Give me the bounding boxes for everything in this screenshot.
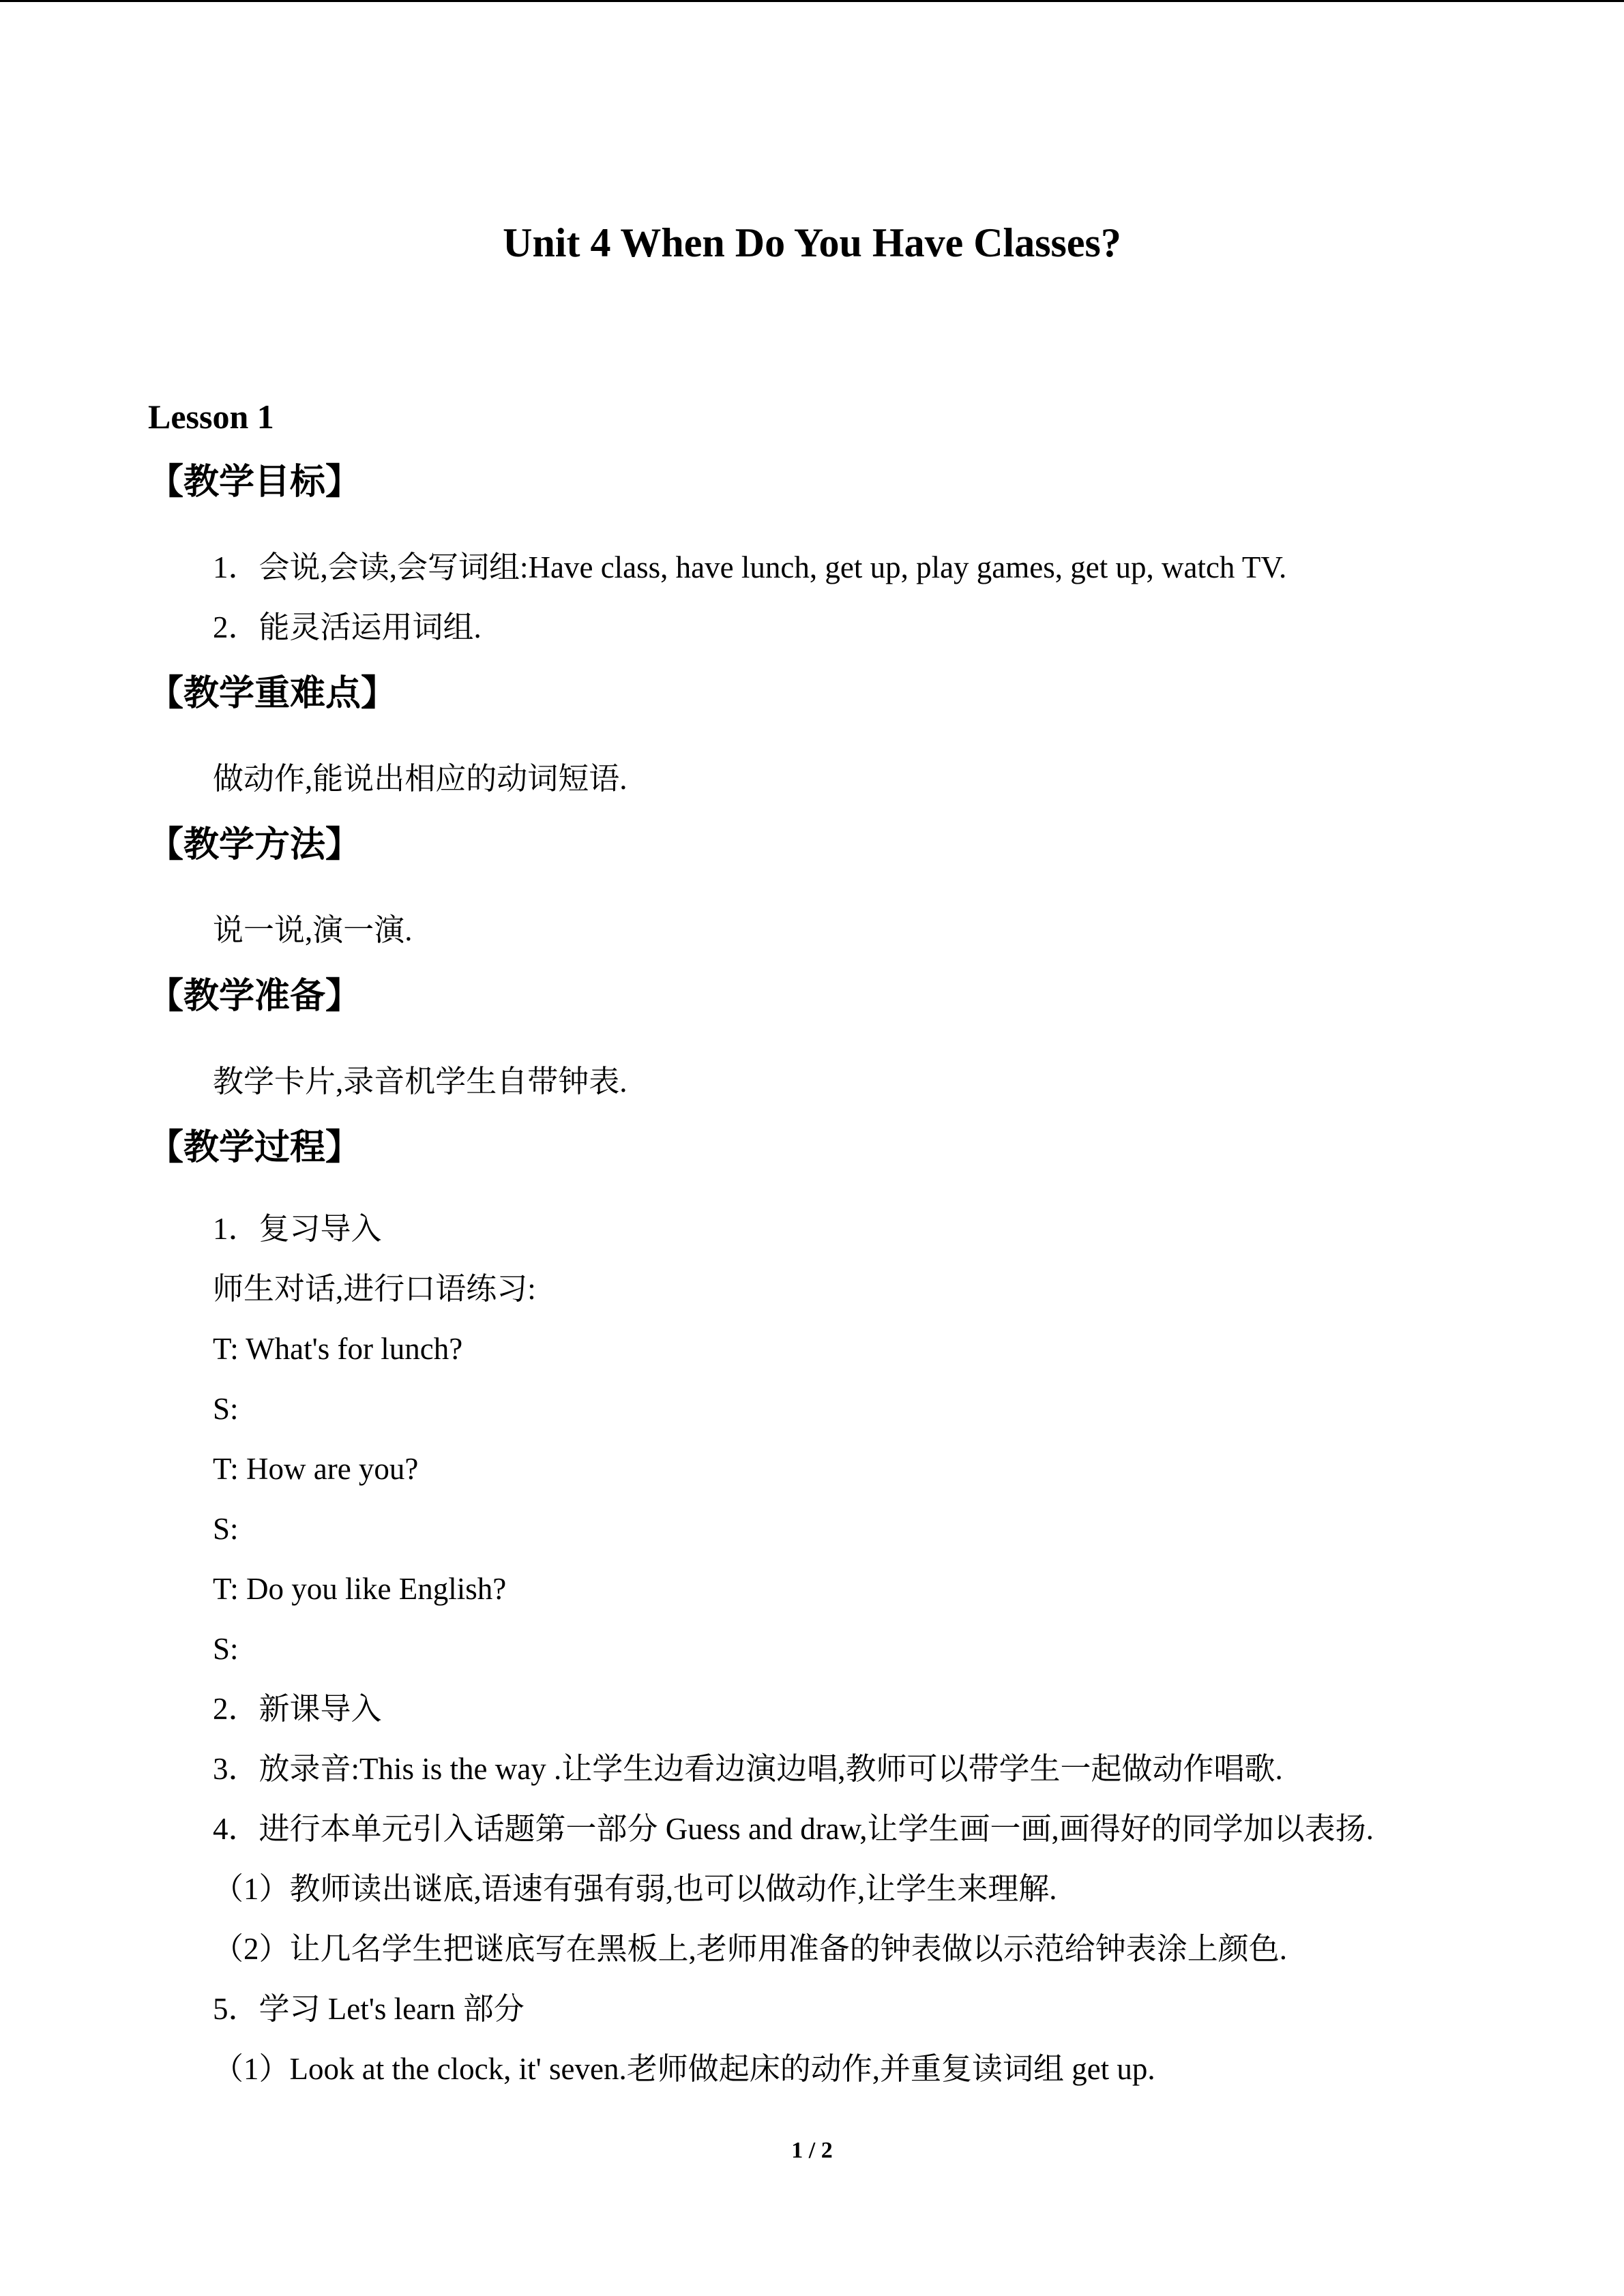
process-line-1: 1．复习导入 xyxy=(213,1212,382,1246)
key-points-line-1: 做动作,能说出相应的动词短语. xyxy=(213,762,628,796)
methods-line-1: 说一说,演一演. xyxy=(213,913,413,947)
process-line-12: （1）教师读出谜底,语速有强有弱,也可以做动作,让学生来理解. xyxy=(213,1872,1057,1906)
process-line-9: 2．新课导入 xyxy=(213,1692,382,1726)
section-heading-methods: 【教学方法】 xyxy=(148,826,361,865)
top-border-line xyxy=(0,0,1624,2)
process-line-3: T: What's for lunch? xyxy=(213,1332,463,1366)
section-heading-objectives: 【教学目标】 xyxy=(148,463,361,502)
process-line-14: 5．学习 Let's learn 部分 xyxy=(213,1992,525,2026)
process-line-5: T: How are you? xyxy=(213,1452,419,1486)
document-title: Unit 4 When Do You Have Classes? xyxy=(503,220,1121,265)
objective-line-2: 2．能灵活运用词组. xyxy=(213,610,482,644)
process-line-6: S: xyxy=(213,1512,239,1546)
process-line-13: （2）让几名学生把谜底写在黑板上,老师用准备的钟表做以示范给钟表涂上颜色. xyxy=(213,1932,1288,1966)
lesson-heading: Lesson 1 xyxy=(148,398,274,436)
process-line-10: 3．放录音:This is the way .让学生边看边演边唱,教师可以带学生一起做动作唱歌. xyxy=(213,1752,1283,1786)
section-heading-preparation: 【教学准备】 xyxy=(148,977,361,1016)
page-number: 1 / 2 xyxy=(791,2138,833,2163)
process-line-11: 4．进行本单元引入话题第一部分 Guess and draw,让学生画一画,画得好的同学加以表扬. xyxy=(213,1812,1374,1846)
process-line-15: （1）Look at the clock, it' seven.老师做起床的动作,并重复读词组 get up. xyxy=(213,2052,1155,2086)
objective-line-1: 1．会说,会读,会写词组:Have class, have lunch, get up, play games, get up, watch TV. xyxy=(213,550,1287,584)
process-line-4: S: xyxy=(213,1392,239,1426)
preparation-line-1: 教学卡片,录音机学生自带钟表. xyxy=(213,1064,628,1099)
process-line-8: S: xyxy=(213,1632,239,1666)
section-heading-key-points: 【教学重难点】 xyxy=(148,674,397,713)
section-heading-process: 【教学过程】 xyxy=(148,1129,361,1167)
process-line-7: T: Do you like English? xyxy=(213,1572,507,1606)
process-line-2: 师生对话,进行口语练习: xyxy=(213,1272,536,1306)
